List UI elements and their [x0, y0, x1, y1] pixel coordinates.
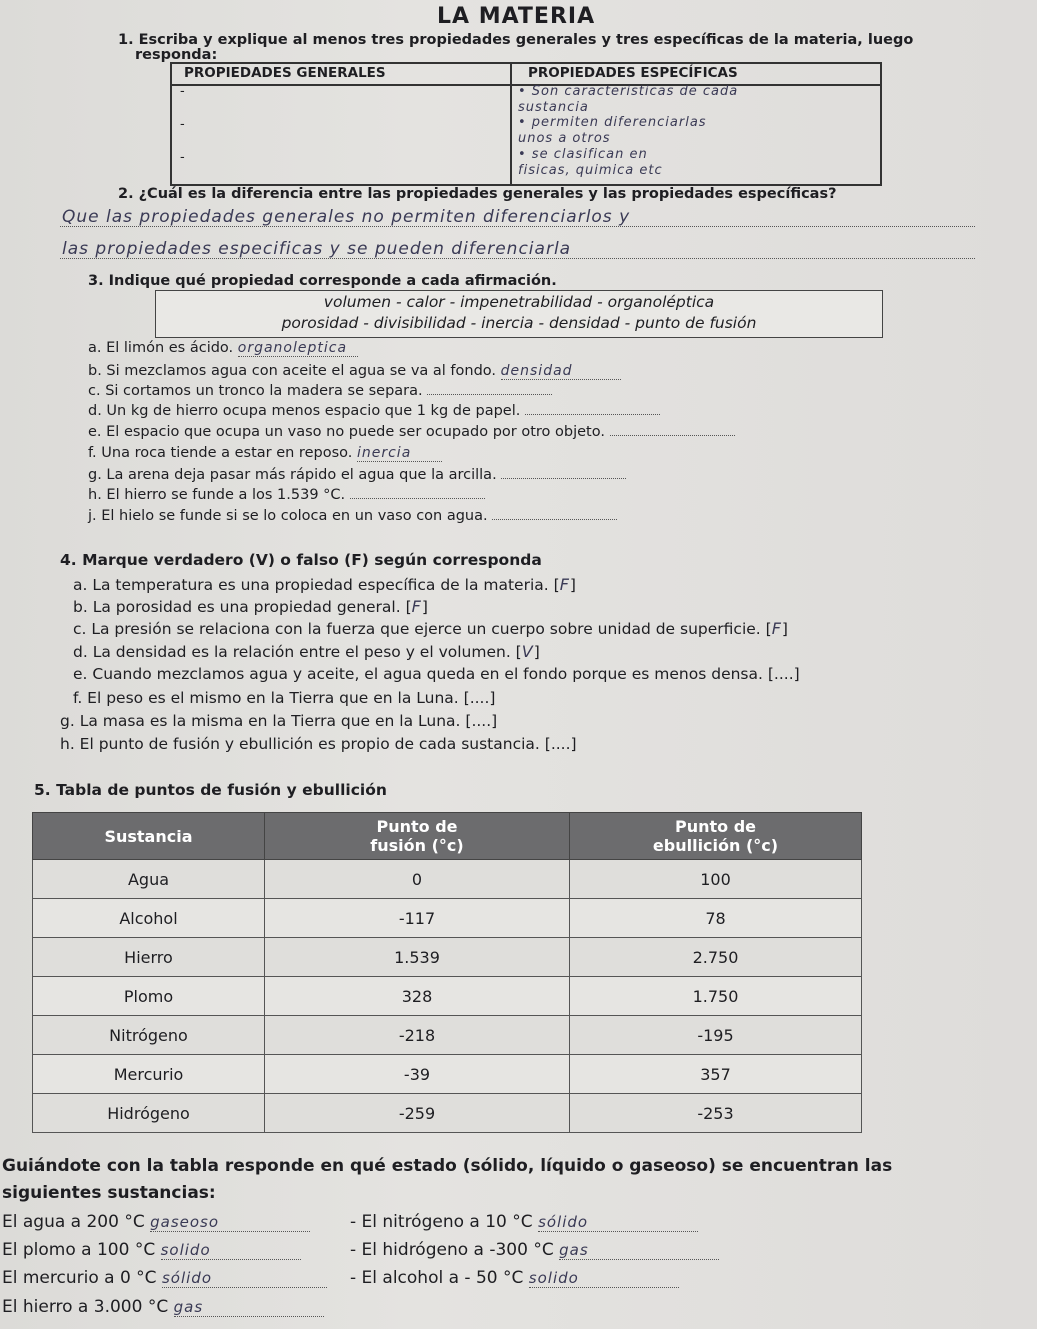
q2-answer-line2: las propiedades especificas y se pueden diferenciarla [62, 239, 572, 259]
cell-fusion: 328 [265, 977, 570, 1016]
q3-item-g [88, 467, 626, 483]
item-text: e. El espacio que ocupa un vaso no puede ser ocupado por otro objeto. [88, 424, 605, 440]
q6-prompt: Guiándote con la tabla responde en qué estado (sólido, líquido o gaseoso) se encuentran las [2, 1156, 893, 1176]
item-text: e. Cuando mezclamos agua y aceite, el agua queda en el fondo porque es menos densa. [73, 665, 763, 683]
q4-item-f: f. El peso es el mismo en la Tierra que en la Luna. [....] [73, 689, 496, 707]
table-row [33, 1055, 862, 1094]
item-answer: organoleptica [238, 340, 358, 357]
item-answer [501, 478, 626, 479]
cell-substance: Hidrógeno [33, 1094, 265, 1133]
q1-prompt-cont: responda: [135, 47, 218, 63]
item-answer: gas [559, 1241, 719, 1260]
item-text: c. Si cortamos un tronco la madera se separa. [88, 383, 423, 399]
header-boiling [570, 813, 862, 860]
item-mark: .... [469, 689, 490, 707]
q2-answer-line1: Que las propiedades generales no permiten diferenciarlos y [62, 207, 631, 227]
cell-fusion: 0 [265, 860, 570, 899]
q3-item-j [88, 508, 617, 524]
item-answer [427, 394, 552, 395]
item-mark: .... [471, 712, 492, 730]
q3-item-f [88, 445, 442, 462]
q6-item-mercurio [2, 1268, 327, 1288]
q4-item-e: e. Cuando mezclamos agua y aceite, el agua queda en el fondo porque es menos densa. [....] [73, 665, 800, 683]
item-text: g. La arena deja pasar más rápido el agua que la arcilla. [88, 467, 497, 483]
general-bullet-2: - [180, 117, 185, 132]
cell-boiling: 100 [570, 860, 862, 899]
item-answer [350, 498, 485, 499]
table-row [33, 899, 862, 938]
header-fusion-line1: Punto de [376, 817, 458, 836]
item-answer [525, 414, 660, 415]
q4-prompt: 4. Marque verdadero (V) o falso (F) según corresponda [60, 551, 542, 569]
item-text: h. El hierro se funde a los 1.539 °C. [88, 487, 346, 503]
q3-item-c [88, 383, 552, 399]
item-mark: V [521, 642, 534, 661]
q3-item-b [88, 363, 621, 380]
cell-substance: Mercurio [33, 1055, 265, 1094]
item-mark: .... [550, 735, 571, 753]
specific-answer-5: • se clasifican en [518, 147, 648, 162]
cell-substance: Hierro [33, 938, 265, 977]
q6-item-plomo [2, 1240, 301, 1260]
cell-boiling: 2.750 [570, 938, 862, 977]
item-text: b. Si mezclamos agua con aceite el agua se va al fondo. [88, 363, 497, 379]
item-mark: F [771, 619, 782, 638]
specific-answer-4: unos a otros [518, 131, 611, 146]
table-header-row [33, 813, 862, 860]
item-text: d. Un kg de hierro ocupa menos espacio que 1 kg de papel. [88, 403, 521, 419]
cell-fusion: 1.539 [265, 938, 570, 977]
header-boiling-line2: ebullición (°c) [652, 836, 779, 855]
cell-fusion: -218 [265, 1016, 570, 1055]
cell-substance: Nitrógeno [33, 1016, 265, 1055]
header-substance: Sustancia [33, 813, 265, 860]
cell-substance: Plomo [33, 977, 265, 1016]
specific-answer-2: sustancia [518, 100, 589, 115]
item-text: h. El punto de fusión y ebullición es propio de cada sustancia. [60, 735, 540, 753]
item-text: El mercurio a 0 °C [2, 1268, 157, 1288]
cell-boiling: 1.750 [570, 977, 862, 1016]
q6-item-agua [2, 1212, 310, 1232]
item-text: a. El limón es ácido. [88, 340, 234, 356]
item-answer: sólido [538, 1213, 698, 1232]
q6-prompt-cont: siguientes sustancias: [2, 1183, 216, 1203]
cell-fusion: -117 [265, 899, 570, 938]
q4-item-c: c. La presión se relaciona con la fuerza que ejerce un cuerpo sobre unidad de superficie. [F] [73, 619, 788, 638]
cell-boiling: 78 [570, 899, 862, 938]
item-text: - El hidrógeno a -300 °C [350, 1240, 554, 1260]
word-bank-line1: volumen - calor - impenetrabilidad - organoléptica [323, 293, 715, 311]
item-text: - El alcohol a - 50 °C [350, 1268, 524, 1288]
col-general-header: PROPIEDADES GENERALES [184, 65, 386, 81]
specific-answer-3: • permiten diferenciarlas [518, 115, 707, 130]
q3-prompt: 3. Indique qué propiedad corresponde a cada afirmación. [88, 273, 557, 289]
item-mark: F [411, 597, 422, 616]
col-specific-header: PROPIEDADES ESPECÍFICAS [528, 65, 738, 81]
header-row-right [510, 64, 880, 86]
cell-substance: Agua [33, 860, 265, 899]
item-answer: densidad [501, 363, 621, 380]
properties-table [170, 62, 882, 186]
q4-item-h: h. El punto de fusión y ebullición es propio de cada sustancia. [....] [60, 735, 577, 753]
item-mark: F [559, 575, 570, 594]
table-row [33, 860, 862, 899]
q1-prompt: 1. Escriba y explique al menos tres propiedades generales y tres específicas de la materia, luego [118, 32, 914, 48]
table-row [33, 1094, 862, 1133]
q3-item-h [88, 487, 485, 503]
word-bank-line2: porosidad - divisibilidad - inercia - densidad - punto de fusión [281, 314, 757, 332]
item-text: g. La masa es la misma en la Tierra que en la Luna. [60, 712, 461, 730]
item-text: f. El peso es el mismo en la Tierra que en la Luna. [73, 689, 459, 707]
item-text: El plomo a 100 °C [2, 1240, 156, 1260]
q6-item-nitrogeno [350, 1212, 698, 1232]
cell-boiling: -253 [570, 1094, 862, 1133]
item-text: j. El hielo se funde si se lo coloca en un vaso con agua. [88, 508, 488, 524]
item-text: El hierro a 3.000 °C [2, 1297, 169, 1317]
q5-prompt: 5. Tabla de puntos de fusión y ebullición [34, 781, 387, 799]
item-answer: solido [161, 1241, 301, 1260]
specific-answer-1: • Son caracteristicas de cada [518, 84, 739, 99]
table-row [33, 938, 862, 977]
q6-item-hierro [2, 1297, 324, 1317]
item-answer [610, 435, 735, 436]
general-bullet-3: - [180, 150, 185, 165]
item-mark: .... [773, 665, 794, 683]
word-bank [155, 290, 883, 338]
item-text: - El nitrógeno a 10 °C [350, 1212, 533, 1232]
fusion-table [32, 812, 862, 1133]
q6-item-hidrogeno [350, 1240, 719, 1260]
item-answer: solido [529, 1269, 679, 1288]
header-boiling-line1: Punto de [674, 817, 757, 836]
q6-item-alcohol [350, 1268, 679, 1288]
item-answer: gas [174, 1298, 324, 1317]
q4-item-d: d. La densidad es la relación entre el peso y el volumen. [V] [73, 642, 540, 661]
q3-item-d [88, 403, 660, 419]
q4-item-g: g. La masa es la misma en la Tierra que en la Luna. [....] [60, 712, 498, 730]
q2-prompt: 2. ¿Cuál es la diferencia entre las propiedades generales y las propiedades específicas? [118, 186, 837, 202]
q4-item-a: a. La temperatura es una propiedad específica de la materia. [F] [73, 575, 576, 594]
table-row [33, 977, 862, 1016]
general-bullet-1: - [180, 84, 185, 99]
header-row-left [172, 64, 510, 86]
specific-answer-6: fisicas, quimica etc [518, 163, 663, 178]
q4-item-b: b. La porosidad es una propiedad general. [F] [73, 597, 428, 616]
table-row [33, 1016, 862, 1055]
item-text: c. La presión se relaciona con la fuerza que ejerce un cuerpo sobre unidad de superficie. [73, 620, 761, 638]
cell-fusion: -39 [265, 1055, 570, 1094]
q3-item-e [88, 424, 735, 440]
header-fusion-line2: fusión (°c) [370, 836, 464, 855]
item-text: El agua a 200 °C [2, 1212, 145, 1232]
item-text: a. La temperatura es una propiedad específica de la materia. [73, 576, 549, 594]
item-text: f. Una roca tiende a estar en reposo. [88, 445, 353, 461]
page-title: LA MATERIA [437, 4, 596, 29]
item-answer: inercia [357, 445, 442, 462]
item-text: d. La densidad es la relación entre el peso y el volumen. [73, 643, 511, 661]
item-text: b. La porosidad es una propiedad general. [73, 598, 401, 616]
item-answer: sólido [162, 1269, 327, 1288]
cell-fusion: -259 [265, 1094, 570, 1133]
cell-boiling: 357 [570, 1055, 862, 1094]
cell-boiling: -195 [570, 1016, 862, 1055]
item-answer: gaseoso [150, 1213, 310, 1232]
header-fusion [265, 813, 570, 860]
item-answer [492, 519, 617, 520]
q3-item-a [88, 340, 358, 357]
cell-substance: Alcohol [33, 899, 265, 938]
